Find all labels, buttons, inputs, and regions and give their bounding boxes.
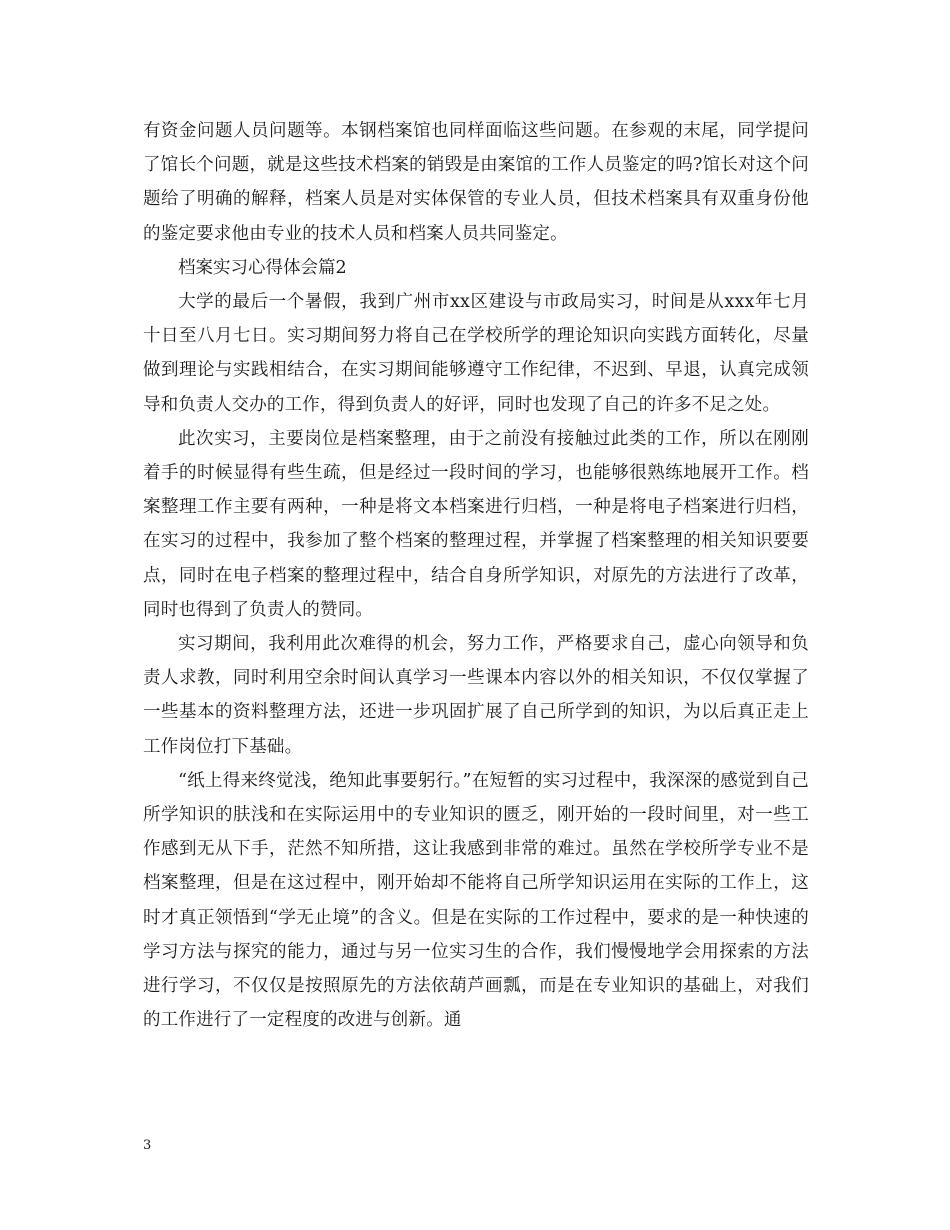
document-body	[143, 114, 809, 1037]
section-heading: 档案实习心得体会篇2	[178, 257, 347, 278]
paragraph-internship-intro: 大学的最后一个暑假，我到广州市xx区建设与市政局实习，时间是从xxx年七月十日至八月七日。实习期间努力将自己在学校所学的理论知识向实践方面转化，尽量做到理论与实践相结合，在实习期间能够遵守工作纪律，不迟到、早退，认真完成领导和负责人交办的工作，得到负责人的好评，同时也发现了自己的许多不足之处。	[143, 292, 809, 415]
paragraph-continuation: 有资金问题人员问题等。本钢档案馆也同样面临这些问题。在参观的末尾，同学提问了馆长个问题，就是这些技术档案的销毁是由案馆的工作人员鉴定的吗?馆长对这个问题给了明确的解释，档案人员是对实体保管的专业人员，但技术档案具有双重身份他的鉴定要求他由专业的技术人员和档案人员共同鉴定。	[143, 121, 809, 244]
paragraph-learning: 实习期间，我利用此次难得的机会，努力工作，严格要求自己，虚心向领导和负责人求教，同时利用空余时间认真学习一些课本内容以外的相关知识，不仅仅掌握了一些基本的资料整理方法，还进一步巩固扩展了自己所学到的知识，为以后真正走上工作岗位打下基础。	[143, 634, 809, 757]
paragraph-archive-work: 此次实习，主要岗位是档案整理，由于之前没有接触过此类的工作，所以在刚刚着手的时候显得有些生疏，但是经过一段时间的学习，也能够很熟练地展开工作。档案整理工作主要有两种，一种是将文本档案进行归档，一种是将电子档案进行归档，在实习的过程中，我参加了整个档案的整理过程，并掌握了档案整理的相关知识要要点，同时在电子档案的整理过程中，结合自身所学知识，对原先的方法进行了改革，同时也得到了负责人的赞同。	[143, 428, 809, 620]
page-number: 3	[143, 1138, 152, 1153]
paragraph-reflection: “纸上得来终觉浅，绝知此事要躬行。”在短暂的实习过程中，我深深的感觉到自己所学知识的肤浅和在实际运用中的专业知识的匮乏，刚开始的一段时间里，对一些工作感到无从下手，茫然不知所措，这让我感到非常的难过。虽然在学校所学专业不是档案整理，但是在这过程中，刚开始却不能将自己所学知识运用在实际的工作上，这时才真正领悟到“学无止境”的含义。但是在实际的工作过程中，要求的是一种快速的学习方法与探究的能力，通过与另一位实习生的合作，我们慢慢地学会用探索的方法进行学习，不仅仅是按照原先的方法依葫芦画瓢，而是在专业知识的基础上，对我们的工作进行了一定程度的改进与创新。通	[143, 770, 809, 1031]
